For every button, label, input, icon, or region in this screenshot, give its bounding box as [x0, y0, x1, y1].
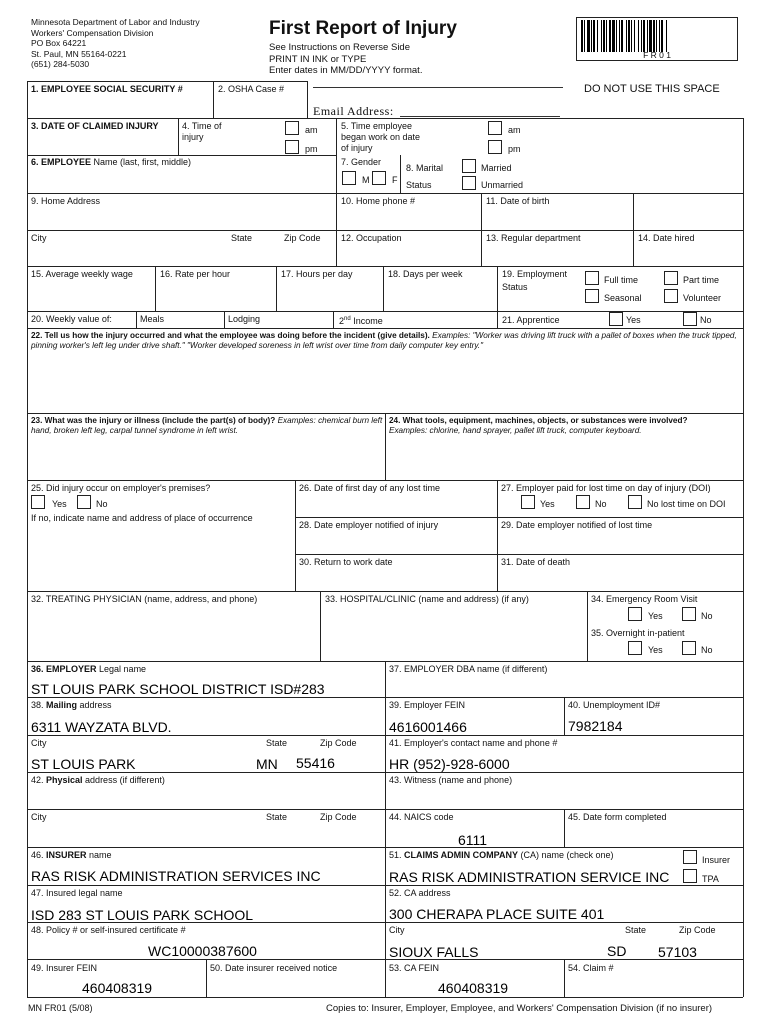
employment-status-label: 19. Employment	[502, 269, 568, 279]
premises-no-checkbox[interactable]	[77, 495, 91, 509]
tools-involved-label: 24. What tools, equipment, machines, objects, or substances were involved? Examples: chlorine, hand sprayer, pallet lift truck, computer keyboard.	[389, 416, 688, 435]
policy-number-value[interactable]: WC10000387600	[148, 943, 257, 959]
weekly-value-label: 20. Weekly value of:	[31, 314, 112, 324]
gender-label: 7. Gender	[341, 157, 382, 167]
barcode-bars	[581, 20, 733, 52]
date-of-birth-label: 11. Date of birth	[486, 196, 550, 206]
ca-zip-value[interactable]: 57103	[658, 944, 697, 960]
insurer-name-label: 46. INSURER name	[31, 850, 112, 860]
mailing-state-value[interactable]: MN	[256, 756, 278, 772]
barcode-bar	[581, 20, 583, 52]
barcode-label: F R 0 1	[643, 50, 671, 60]
form-instructions: See Instructions on Reverse Side PRINT IN INK or TYPE Enter dates in MM/DD/YYYY format.	[269, 42, 423, 76]
ca-city-label: City	[389, 925, 405, 935]
hours-per-day-label: 17. Hours per day	[281, 269, 353, 279]
employer-fein-label: 39. Employer FEIN	[389, 700, 466, 710]
barcode-bar	[609, 20, 611, 52]
time-began-work-label-3: of injury	[341, 143, 373, 153]
claim-number-label: 54. Claim #	[568, 963, 614, 973]
paid-no-label: No	[595, 499, 607, 509]
er-no-label: No	[701, 611, 713, 621]
first-lost-day-label: 26. Date of first day of any lost time	[299, 483, 441, 493]
barcode-bar	[587, 20, 590, 52]
apprentice-no-label: No	[700, 315, 712, 325]
mailing-city-label: City	[31, 738, 47, 748]
barcode-bar	[656, 20, 657, 52]
occupation-label: 12. Occupation	[341, 233, 402, 243]
er-yes-checkbox[interactable]	[628, 607, 642, 621]
volunteer-label: Volunteer	[683, 293, 722, 303]
witness-label: 43. Witness (name and phone)	[389, 775, 513, 785]
premises-no-label: No	[96, 499, 108, 509]
employer-paid-lost-time-label: 27. Employer paid for lost time on day of injury (DOI)	[501, 483, 711, 493]
insured-legal-name-label: 47. Insured legal name	[31, 888, 123, 898]
policy-number-label: 48. Policy # or self-insured certificate #	[31, 925, 186, 935]
employer-notified-lost-time-label: 29. Date employer notified of lost time	[501, 520, 653, 530]
full-time-label: Full time	[604, 275, 639, 285]
work-am-label: am	[508, 125, 521, 135]
seasonal-checkbox[interactable]	[585, 289, 599, 303]
employee-name-label: 6. EMPLOYEE Name (last, first, middle)	[31, 157, 192, 167]
barcode-bar	[653, 20, 655, 52]
ca-address-value[interactable]: 300 CHERAPA PLACE SUITE 401	[389, 906, 605, 922]
overnight-no-checkbox[interactable]	[682, 641, 696, 655]
overnight-no-label: No	[701, 645, 713, 655]
date-of-death-label: 31. Date of death	[501, 557, 571, 567]
lodging-label: Lodging	[228, 314, 261, 324]
mailing-state-label: State	[266, 738, 288, 748]
employer-legal-name-label: 36. EMPLOYER Legal name	[31, 664, 147, 674]
work-pm-label: pm	[508, 144, 521, 154]
barcode-bar	[631, 20, 632, 52]
employer-contact-label: 41. Employer's contact name and phone #	[389, 738, 558, 748]
er-no-checkbox[interactable]	[682, 607, 696, 621]
do-not-use-notice: DO NOT USE THIS SPACE	[584, 83, 720, 95]
claims-admin-label: 51. CLAIMS ADMIN COMPANY (CA) name (check one)	[389, 850, 614, 860]
premises-yes-checkbox[interactable]	[31, 495, 45, 509]
naics-code-value[interactable]: 6111	[458, 832, 488, 848]
barcode-bar	[606, 20, 607, 52]
physical-city-label: City	[31, 812, 47, 822]
mailing-address-label: 38. Mailing address	[31, 700, 112, 710]
return-to-work-label: 30. Return to work date	[299, 557, 393, 567]
form-id: MN FR01 (5/08)	[28, 1003, 93, 1013]
email-address-line[interactable]	[400, 116, 560, 117]
ca-fein-label: 53. CA FEIN	[389, 963, 440, 973]
ca-state-label: State	[625, 925, 647, 935]
email-address-label: Email Address:	[313, 104, 394, 118]
mailing-zip-value[interactable]: 55416	[296, 755, 335, 771]
barcode-bar	[619, 20, 620, 52]
ca-address-label: 52. CA address	[389, 888, 451, 898]
overnight-inpatient-label: 35. Overnight in-patient	[591, 628, 685, 638]
home-address-label: 9. Home Address	[31, 196, 101, 206]
unemployment-id-value[interactable]: 7982184	[568, 718, 623, 734]
home-state-label: State	[231, 233, 253, 243]
claims-admin-name-value[interactable]: RAS RISK ADMINISTRATION SERVICE INC	[389, 869, 670, 885]
ca-tpa-checkbox[interactable]	[683, 869, 697, 883]
employer-notified-injury-label: 28. Date employer notified of injury	[299, 520, 439, 530]
date-of-injury-label: 3. DATE OF CLAIMED INJURY	[31, 121, 159, 131]
barcode-bar	[628, 20, 630, 52]
barcode-bar	[643, 20, 645, 52]
barcode-bar	[612, 20, 615, 52]
apprentice-label: 21. Apprentice	[502, 315, 560, 325]
er-yes-label: Yes	[648, 611, 663, 621]
treating-physician-label: 32. TREATING PHYSICIAN (name, address, and phone)	[31, 594, 258, 604]
home-zip-label: Zip Code	[284, 233, 321, 243]
premises-yes-label: Yes	[52, 499, 67, 509]
agency-line: St. Paul, MN 55164-0221	[31, 48, 127, 59]
apprentice-yes-checkbox[interactable]	[609, 312, 623, 326]
barcode-bar	[621, 20, 623, 52]
mailing-zip-label: Zip Code	[320, 738, 357, 748]
mailing-city-value[interactable]: ST LOUIS PARK	[31, 756, 136, 772]
insurer-notice-date-label: 50. Date insurer received notice	[210, 963, 338, 973]
work-pm-checkbox[interactable]	[488, 140, 502, 154]
naics-code-label: 44. NAICS code	[389, 812, 454, 822]
ca-tpa-label: TPA	[702, 874, 719, 884]
overnight-yes-label: Yes	[648, 645, 663, 655]
insurer-name-value[interactable]: RAS RISK ADMINISTRATION SERVICES INC	[31, 868, 321, 884]
barcode-bar	[666, 20, 667, 52]
ca-fein-value[interactable]: 460408319	[438, 980, 509, 996]
employer-contact-value[interactable]: HR (952)-928-6000	[389, 756, 510, 772]
insurer-fein-value[interactable]: 460408319	[82, 980, 153, 996]
barcode-bar	[649, 20, 652, 52]
overnight-yes-checkbox[interactable]	[628, 641, 642, 655]
unmarried-label: Unmarried	[481, 180, 524, 190]
volunteer-checkbox[interactable]	[664, 289, 678, 303]
mailing-address-value[interactable]: 6311 WAYZATA BLVD.	[31, 719, 172, 735]
place-of-occurrence-label: If no, indicate name and address of place of occurrence	[31, 513, 253, 523]
physical-address-label: 42. Physical address (if different)	[31, 775, 165, 785]
ca-insurer-checkbox[interactable]	[683, 850, 697, 864]
gender-m-label: M	[362, 175, 370, 185]
employer-dba-label: 37. EMPLOYER DBA name (if different)	[389, 664, 548, 674]
barcode-bar	[603, 20, 605, 52]
unemployment-id-label: 40. Unemployment ID#	[568, 700, 661, 710]
apprentice-yes-label: Yes	[626, 315, 641, 325]
barcode-bar	[647, 20, 648, 52]
paid-yes-checkbox[interactable]	[521, 495, 535, 509]
ca-insurer-label: Insurer	[702, 855, 731, 865]
marital-status-label-2: Status	[406, 180, 432, 190]
physical-state-label: State	[266, 812, 288, 822]
barcode-bar	[638, 20, 639, 52]
injury-am-label: am	[305, 125, 318, 135]
ca-zip-label: Zip Code	[679, 925, 716, 935]
agency-address-block	[31, 17, 200, 70]
no-lost-time-label: No lost time on DOI	[647, 499, 726, 509]
paid-yes-label: Yes	[540, 499, 555, 509]
injury-am-checkbox[interactable]	[285, 121, 299, 135]
rate-per-hour-label: 16. Rate per hour	[160, 269, 231, 279]
email-rule-top	[313, 87, 563, 88]
hospital-clinic-label: 33. HOSPITAL/CLINIC (name and address) (if any)	[325, 594, 529, 604]
seasonal-label: Seasonal	[604, 293, 642, 303]
agency-line: PO Box 64221	[31, 38, 87, 48]
insurer-fein-label: 49. Insurer FEIN	[31, 963, 98, 973]
employment-status-label-2: Status	[502, 282, 528, 292]
barcode-bar	[661, 20, 663, 52]
full-time-checkbox[interactable]	[585, 271, 599, 285]
barcode-bar	[601, 20, 602, 52]
osha-case-label: 2. OSHA Case #	[218, 84, 285, 94]
meals-label: Meals	[140, 314, 165, 324]
employer-premises-label: 25. Did injury occur on employer's premises?	[31, 483, 211, 493]
marital-status-label: 8. Marital	[406, 163, 444, 173]
work-am-checkbox[interactable]	[488, 121, 502, 135]
part-time-label: Part time	[683, 275, 720, 285]
agency-line: Workers' Compensation Division	[31, 27, 154, 38]
er-visit-label: 34. Emergency Room Visit	[591, 594, 698, 604]
date-hired-label: 14. Date hired	[638, 233, 695, 243]
injury-pm-checkbox[interactable]	[285, 140, 299, 154]
regular-department-label: 13. Regular department	[486, 233, 581, 243]
injury-pm-label: pm	[305, 144, 318, 154]
home-phone-label: 10. Home phone #	[341, 196, 416, 206]
part-time-checkbox[interactable]	[664, 271, 678, 285]
employer-legal-name-value[interactable]: ST LOUIS PARK SCHOOL DISTRICT ISD#283	[31, 681, 325, 697]
no-lost-time-checkbox[interactable]	[628, 495, 642, 509]
barcode-bar	[584, 20, 585, 52]
married-checkbox[interactable]	[462, 159, 476, 173]
unmarried-checkbox[interactable]	[462, 176, 476, 190]
gender-f-checkbox[interactable]	[372, 171, 386, 185]
form-title: First Report of Injury	[269, 18, 457, 39]
employee-ssn-label: 1. EMPLOYEE SOCIAL SECURITY #	[31, 84, 183, 94]
barcode-bar	[641, 20, 642, 52]
injury-description-label: 22. Tell us how the injury occurred and what the employee was doing before the incident (give details). Examples: "Worker was driving lift truck with a pallet of boxes when the truck tipped, pinning worker's left leg under drive shaft." "Worker developed soreness in left wrist over time from daily computer key entry."	[31, 331, 737, 350]
barcode-bar	[593, 20, 595, 52]
date-form-completed-label: 45. Date form completed	[568, 812, 667, 822]
gender-f-label: F	[392, 175, 398, 185]
barcode-bar	[626, 20, 627, 52]
barcode-bar	[634, 20, 635, 52]
employer-fein-value[interactable]: 4616001466	[389, 719, 467, 735]
time-began-work-label-2: began work on date	[341, 132, 421, 142]
apprentice-no-checkbox[interactable]	[683, 312, 697, 326]
home-city-label: City	[31, 233, 47, 243]
ca-city-value[interactable]: SIOUX FALLS	[389, 944, 479, 960]
agency-line: Minnesota Department of Labor and Industry	[31, 17, 200, 27]
gender-m-checkbox[interactable]	[342, 171, 356, 185]
time-of-injury-label-2: injury	[182, 132, 204, 142]
barcode-bar	[591, 20, 592, 52]
agency-line: (651) 284-5030	[31, 59, 90, 69]
barcode	[576, 17, 738, 61]
second-income-label: 2nd Income	[339, 316, 383, 326]
average-weekly-wage-label: 15. Average weekly wage	[31, 269, 133, 279]
time-began-work-label: 5. Time employee	[341, 121, 413, 131]
injury-type-label: 23. What was the injury or illness (include the part(s) of body)? Examples: chemical burn left hand, broken left leg, carpal tunnel syndrome in left wrist.	[31, 416, 383, 435]
copies-notice: Copies to: Insurer, Employer, Employee, and Workers' Compensation Division (if no insurer)	[326, 1003, 713, 1014]
days-per-week-label: 18. Days per week	[388, 269, 463, 279]
ca-state-value[interactable]: SD	[607, 943, 627, 959]
paid-no-checkbox[interactable]	[576, 495, 590, 509]
insured-legal-name-value[interactable]: ISD 283 ST LOUIS PARK SCHOOL	[31, 907, 254, 923]
barcode-bar	[659, 20, 660, 52]
barcode-bar	[616, 20, 617, 52]
barcode-bar	[597, 20, 598, 52]
physical-zip-label: Zip Code	[320, 812, 357, 822]
time-of-injury-label: 4. Time of	[182, 121, 222, 131]
married-label: Married	[481, 163, 512, 173]
